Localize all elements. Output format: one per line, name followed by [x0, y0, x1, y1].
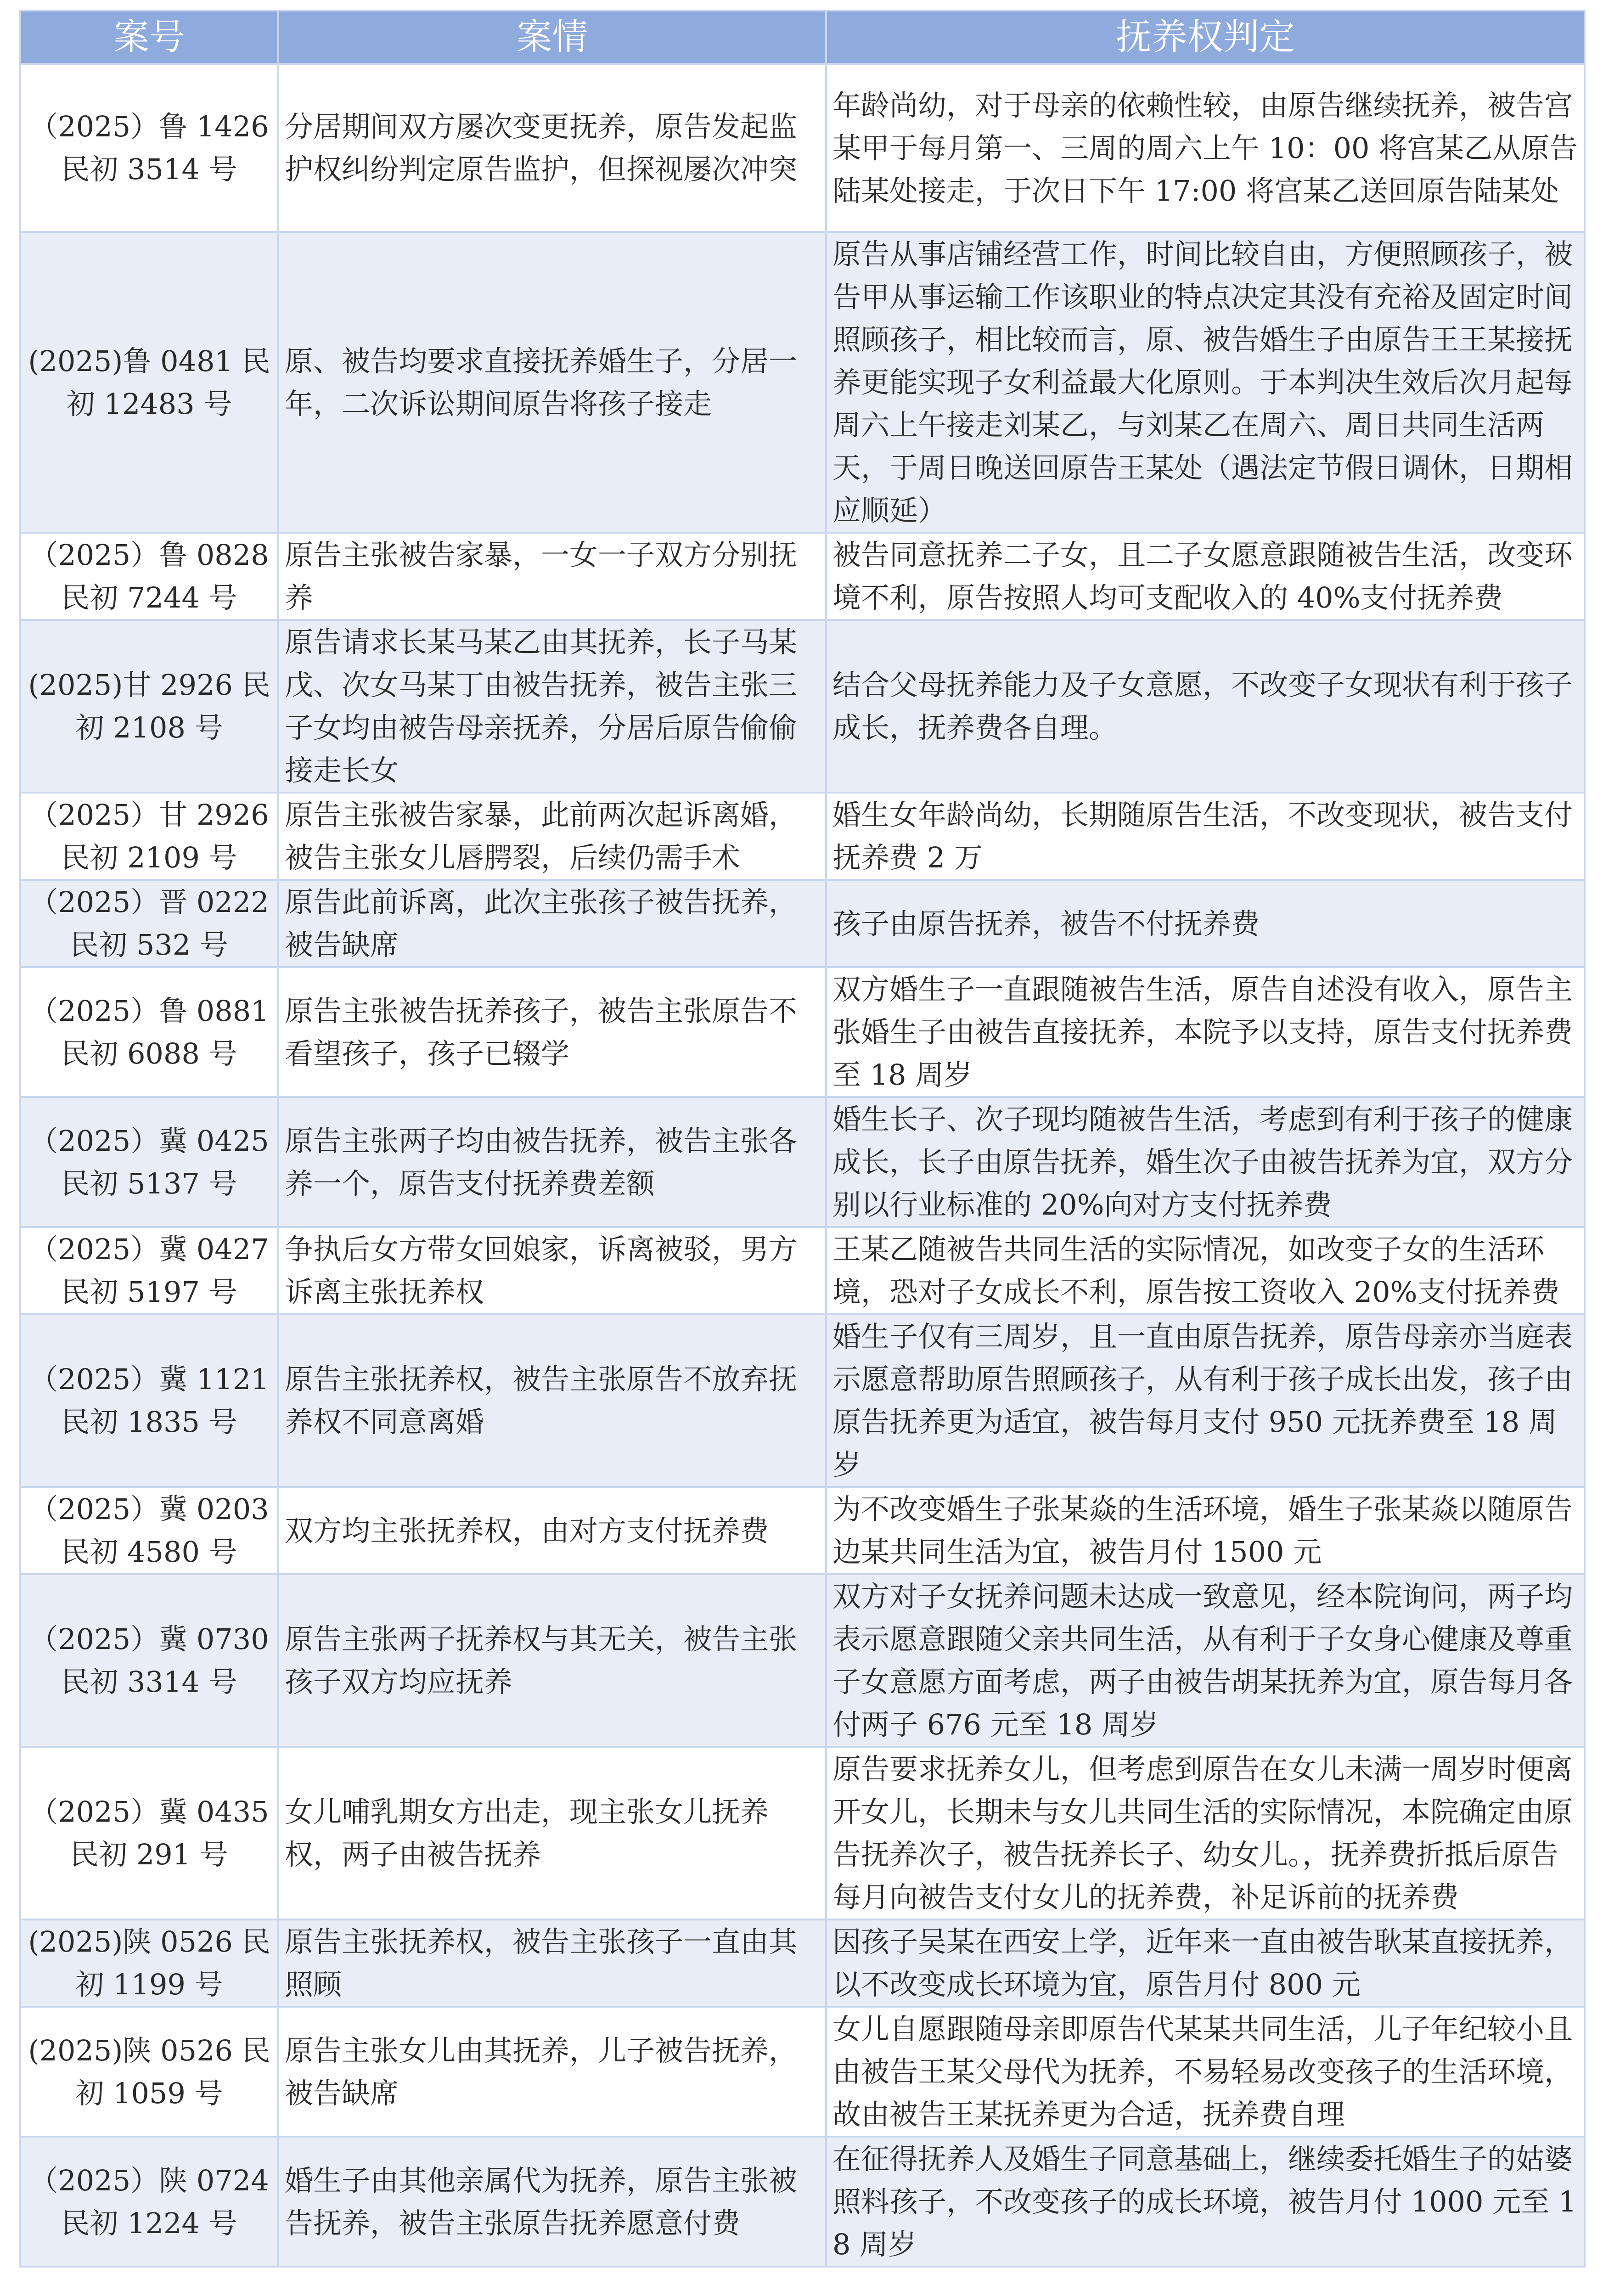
case-details-cell: 原告主张两子均由被告抚养，被告主张各养一个，原告支付抚养费差额 [278, 1097, 826, 1227]
custody-ruling-cell: 在征得抚养人及婚生子同意基础上，继续委托婚生子的姑婆照料孩子，不改变孩子的成长环境，被告月付 1000 元至 18 周岁 [826, 2137, 1585, 2267]
case-details-cell: 原告主张抚养权，被告主张原告不放弃抚养权不同意离婚 [278, 1314, 826, 1487]
custody-ruling-cell: 婚生女年龄尚幼，长期随原告生活，不改变现状，被告支付抚养费 2 万 [826, 793, 1585, 880]
custody-ruling-cell: 结合父母抚养能力及子女意愿，不改变子女现状有利于孩子成长，抚养费各自理。 [826, 620, 1585, 793]
custody-ruling-cell: 孩子由原告抚养，被告不付抚养费 [826, 880, 1585, 967]
case-number-cell: （2025）冀 0203 民初 4580 号 [20, 1487, 278, 1574]
custody-ruling-cell: 婚生子仅有三周岁，且一直由原告抚养，原告母亲亦当庭表示愿意帮助原告照顾孩子，从有利于孩子成长出发，孩子由原告抚养更为适宜，被告每月支付 950 元抚养费至 18 周岁 [826, 1314, 1585, 1487]
case-number-cell: （2025）冀 0425 民初 5137 号 [20, 1097, 278, 1227]
custody-ruling-cell: 原告要求抚养女儿，但考虑到原告在女儿未满一周岁时便离开女儿，长期未与女儿共同生活的实际情况，本院确定由原告抚养次子，被告抚养长子、幼女儿。，抚养费折抵后原告每月向被告支付女儿的抚养费，补足诉前的抚养费 [826, 1747, 1585, 1919]
table-row [20, 620, 1585, 793]
table-row [20, 533, 1585, 620]
custody-ruling-cell: 为不改变婚生子张某焱的生活环境，婚生子张某焱以随原告边某共同生活为宜，被告月付 1500 元 [826, 1487, 1585, 1574]
case-details-cell: 双方均主张抚养权，由对方支付抚养费 [278, 1487, 826, 1574]
case-number-cell: （2025）冀 0435 民初 291 号 [20, 1747, 278, 1919]
case-number-cell: (2025)陕 0526 民初 1059 号 [20, 2007, 278, 2137]
case-details-cell: 原告主张被告抚养孩子，被告主张原告不看望孩子，孩子已辍学 [278, 967, 826, 1097]
custody-ruling-cell: 女儿自愿跟随母亲即原告代某某共同生活，儿子年纪较小且由被告王某父母代为抚养，不易轻易改变孩子的生活环境，故由被告王某抚养更为合适，抚养费自理 [826, 2007, 1585, 2137]
custody-ruling-cell: 双方婚生子一直跟随被告生活，原告自述没有收入，原告主张婚生子由被告直接抚养，本院予以支持，原告支付抚养费至 18 周岁 [826, 967, 1585, 1097]
case-number-cell: （2025）鲁 0828 民初 7244 号 [20, 533, 278, 620]
table-row [20, 1919, 1585, 2007]
case-number-cell: （2025）冀 0427 民初 5197 号 [20, 1227, 278, 1314]
table-row [20, 1314, 1585, 1487]
custody-ruling-cell: 因孩子吴某在西安上学，近年来一直由被告耿某直接抚养，以不改变成长环境为宜，原告月付 800 元 [826, 1919, 1585, 2007]
table-row [20, 880, 1585, 967]
custody-ruling-cell: 原告从事店铺经营工作，时间比较自由，方便照顾孩子，被告甲从事运输工作该职业的特点决定其没有充裕及固定时间照顾孩子，相比较而言，原、被告婚生子由原告王王某接抚养更能实现子女利益最大化原则。于本判决生效后次月起每周六上午接走刘某乙，与刘某乙在周六、周日共同生活两天，于周日晚送回原告王某处（遇法定节假日调休，日期相应顺延） [826, 232, 1585, 533]
table-row [20, 2137, 1585, 2267]
case-number-cell: (2025)鲁 0481 民初 12483 号 [20, 232, 278, 533]
custody-ruling-cell: 年龄尚幼，对于母亲的依赖性较，由原告继续抚养，被告宫某甲于每月第一、三周的周六上午 10：00 将宫某乙从原告陆某处接走，于次日下午 17:00 将宫某乙送回原告陆某处 [826, 64, 1585, 232]
case-details-cell: 原告主张抚养权，被告主张孩子一直由其照顾 [278, 1919, 826, 2007]
custody-ruling-cell: 被告同意抚养二子女，且二子女愿意跟随被告生活，改变环境不利，原告按照人均可支配收入的 40%支付抚养费 [826, 533, 1585, 620]
case-details-cell: 婚生子由其他亲属代为抚养，原告主张被告抚养，被告主张原告抚养愿意付费 [278, 2137, 826, 2267]
case-number-cell: （2025）冀 1121 民初 1835 号 [20, 1314, 278, 1487]
table-row [20, 1227, 1585, 1314]
header-custody-ruling: 抚养权判定 [826, 11, 1585, 64]
table-row [20, 2007, 1585, 2137]
table-row [20, 232, 1585, 533]
case-details-cell: 争执后女方带女回娘家，诉离被驳，男方诉离主张抚养权 [278, 1227, 826, 1314]
table-row [20, 64, 1585, 232]
table-row [20, 1747, 1585, 1919]
case-details-cell: 分居期间双方屡次变更抚养，原告发起监护权纠纷判定原告监护，但探视屡次冲突 [278, 64, 826, 232]
custody-ruling-cell: 王某乙随被告共同生活的实际情况，如改变子女的生活环境，恐对子女成长不利，原告按工资收入 20%支付抚养费 [826, 1227, 1585, 1314]
case-details-cell: 原告此前诉离，此次主张孩子被告抚养，被告缺席 [278, 880, 826, 967]
case-number-cell: （2025）鲁 0881 民初 6088 号 [20, 967, 278, 1097]
case-number-cell: (2025)甘 2926 民初 2108 号 [20, 620, 278, 793]
case-details-cell: 原、被告均要求直接抚养婚生子，分居一年，二次诉讼期间原告将孩子接走 [278, 232, 826, 533]
case-details-cell: 女儿哺乳期女方出走，现主张女儿抚养权，两子由被告抚养 [278, 1747, 826, 1919]
case-details-cell: 原告主张被告家暴，一女一子双方分别抚养 [278, 533, 826, 620]
header-case-number: 案号 [20, 11, 278, 64]
case-number-cell: （2025）陕 0724 民初 1224 号 [20, 2137, 278, 2267]
table-row [20, 967, 1585, 1097]
table-row [20, 1487, 1585, 1574]
case-details-cell: 原告主张两子抚养权与其无关，被告主张孩子双方均应抚养 [278, 1574, 826, 1747]
case-number-cell: （2025）甘 2926 民初 2109 号 [20, 793, 278, 880]
custody-ruling-cell: 婚生长子、次子现均随被告生活，考虑到有利于孩子的健康成长，长子由原告抚养，婚生次子由被告抚养为宜，双方分别以行业标准的 20%向对方支付抚养费 [826, 1097, 1585, 1227]
case-number-cell: (2025)陕 0526 民初 1199 号 [20, 1919, 278, 2007]
case-number-cell: （2025）鲁 1426 民初 3514 号 [20, 64, 278, 232]
table-body [20, 64, 1585, 2267]
case-details-cell: 原告主张被告家暴，此前两次起诉离婚，被告主张女儿唇腭裂，后续仍需手术 [278, 793, 826, 880]
table-header-row [20, 11, 1585, 64]
case-details-cell: 原告主张女儿由其抚养，儿子被告抚养，被告缺席 [278, 2007, 826, 2137]
custody-cases-table [19, 10, 1586, 2268]
header-case-details: 案情 [278, 11, 826, 64]
case-number-cell: （2025）晋 0222 民初 532 号 [20, 880, 278, 967]
table-row [20, 1097, 1585, 1227]
case-number-cell: （2025）冀 0730 民初 3314 号 [20, 1574, 278, 1747]
table-row [20, 793, 1585, 880]
custody-ruling-cell: 双方对子女抚养问题未达成一致意见，经本院询问，两子均表示愿意跟随父亲共同生活，从有利于子女身心健康及尊重子女意愿方面考虑，两子由被告胡某抚养为宜，原告每月各付两子 676 元至 18 周岁 [826, 1574, 1585, 1747]
table-row [20, 1574, 1585, 1747]
case-details-cell: 原告请求长某马某乙由其抚养，长子马某戊、次女马某丁由被告抚养，被告主张三子女均由被告母亲抚养，分居后原告偷偷接走长女 [278, 620, 826, 793]
